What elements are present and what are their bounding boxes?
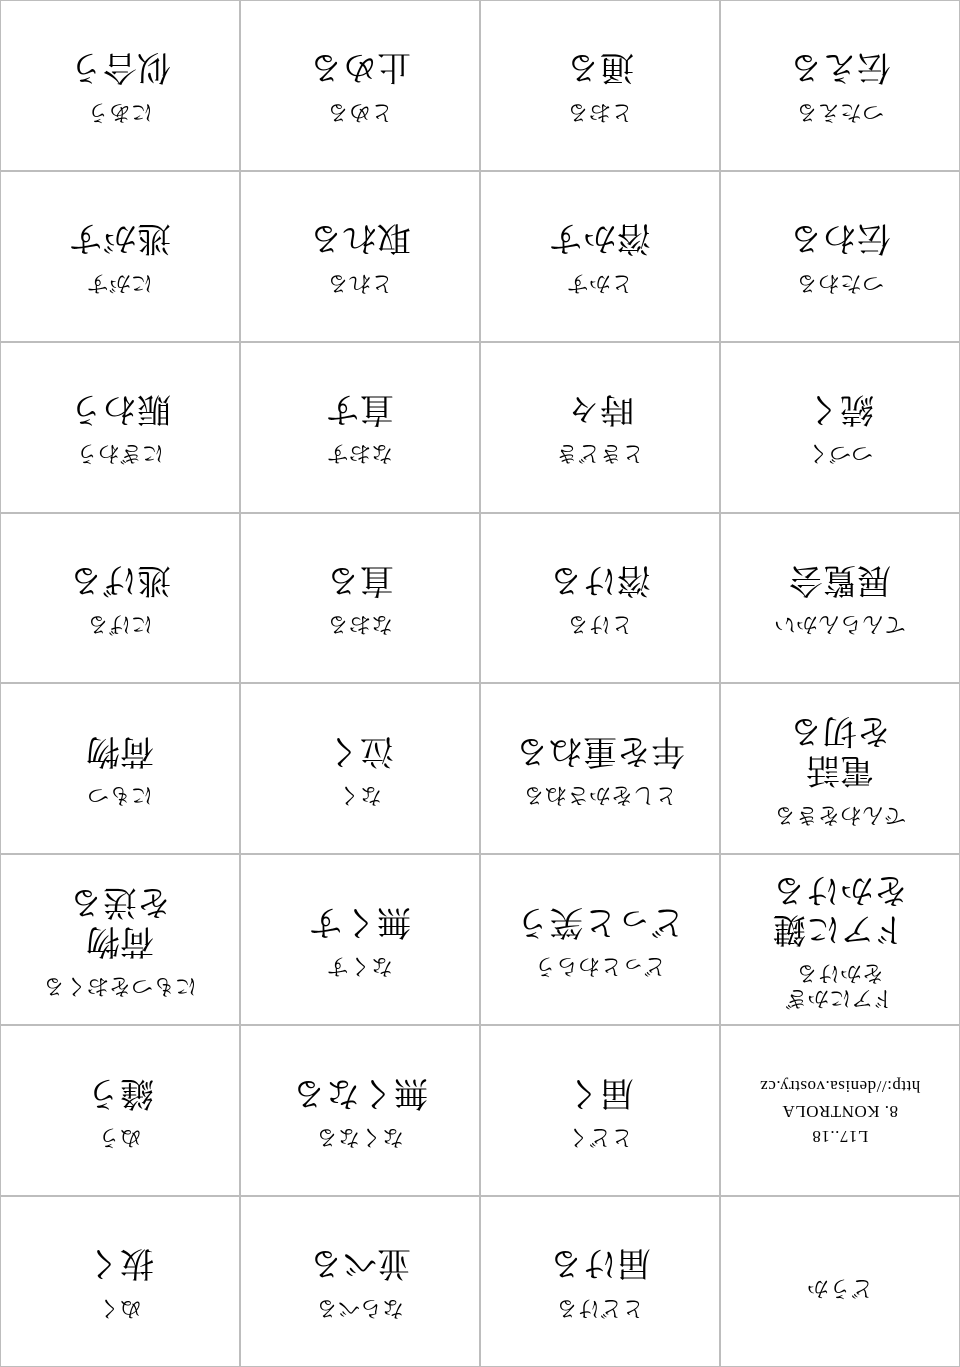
card-reading: にもつをおくる bbox=[43, 972, 198, 998]
card bbox=[720, 854, 960, 1025]
card bbox=[720, 1196, 960, 1367]
card bbox=[720, 171, 960, 342]
card-word: 泣く bbox=[326, 730, 394, 771]
card-reading: ドアにかぎ をかける bbox=[785, 959, 895, 1011]
card-word: 似合う bbox=[69, 47, 171, 88]
card bbox=[720, 342, 960, 513]
card bbox=[480, 1025, 720, 1196]
card bbox=[0, 342, 240, 513]
card bbox=[0, 171, 240, 342]
card-word: 続く bbox=[806, 389, 874, 430]
card-word: どっと笑う bbox=[515, 901, 685, 942]
card bbox=[240, 1025, 480, 1196]
card bbox=[480, 171, 720, 342]
card-word: 直す bbox=[326, 389, 394, 430]
card-reading: てんらんかい bbox=[774, 611, 907, 637]
card-reading: とめる bbox=[327, 98, 394, 124]
card-word: 並べる bbox=[309, 1243, 411, 1284]
card-word: 荷物 bbox=[86, 730, 154, 771]
card-reading: にがす bbox=[87, 269, 154, 295]
card-word: 無くなる bbox=[292, 1072, 428, 1113]
card-reading: ならべる bbox=[316, 1294, 405, 1320]
card bbox=[720, 684, 960, 855]
card-reading: とれる bbox=[327, 269, 394, 295]
card bbox=[0, 1196, 240, 1367]
card-word: 通る bbox=[566, 47, 634, 88]
card-reading: にげる bbox=[87, 611, 154, 637]
card bbox=[480, 0, 720, 171]
card-word: 抜く bbox=[86, 1243, 154, 1284]
card bbox=[240, 0, 480, 171]
card bbox=[240, 171, 480, 342]
card bbox=[480, 684, 720, 855]
card bbox=[480, 854, 720, 1025]
card bbox=[0, 0, 240, 171]
card-reading: とどく bbox=[567, 1123, 634, 1149]
card-reading: とおる bbox=[567, 98, 634, 124]
lesson-label: L17..18 bbox=[811, 1126, 869, 1146]
card bbox=[480, 342, 720, 513]
info-card bbox=[720, 1025, 960, 1196]
card bbox=[480, 1196, 720, 1367]
card-word: 逃げる bbox=[69, 559, 171, 600]
card-reading: つたわる bbox=[796, 269, 885, 295]
card-word: 止める bbox=[309, 47, 411, 88]
card-reading: ぬく bbox=[98, 1294, 143, 1320]
card-word: 取れる bbox=[309, 218, 411, 259]
card bbox=[240, 342, 480, 513]
card-word: 縫う bbox=[86, 1072, 154, 1113]
card-reading: なくす bbox=[327, 953, 394, 979]
card bbox=[0, 684, 240, 855]
card bbox=[0, 1025, 240, 1196]
card-reading: なく bbox=[338, 782, 383, 808]
card bbox=[720, 513, 960, 684]
card-word: 賑わう bbox=[69, 389, 171, 430]
card-reading: つづく bbox=[807, 440, 874, 466]
card-reading: としをかさねる bbox=[523, 782, 678, 808]
card bbox=[240, 513, 480, 684]
card-word: 直る bbox=[326, 559, 394, 600]
card-word: 届く bbox=[566, 1072, 634, 1113]
card-reading: ぬう bbox=[98, 1123, 143, 1149]
card-word: 展覧会 bbox=[789, 559, 891, 600]
card bbox=[0, 854, 240, 1025]
section-label: 8. KONTROLA bbox=[782, 1102, 898, 1122]
card bbox=[480, 513, 720, 684]
card bbox=[720, 0, 960, 171]
card bbox=[240, 854, 480, 1025]
card-word: 荷物 を送る bbox=[69, 882, 171, 962]
card-word: 時々 bbox=[566, 389, 634, 430]
card-word: 電話 を切る bbox=[789, 711, 891, 791]
card-word: 無くす bbox=[309, 901, 411, 942]
card-reading: にぎわう bbox=[76, 440, 165, 466]
card-reading: とかす bbox=[567, 269, 634, 295]
card-word: 伝える bbox=[789, 47, 891, 88]
card-word: 逃がす bbox=[69, 218, 171, 259]
card-reading: ときどき bbox=[556, 440, 645, 466]
card-reading: なおす bbox=[327, 440, 394, 466]
card-reading: つたえる bbox=[796, 98, 885, 124]
card-reading: にもつ bbox=[87, 782, 154, 808]
card-word: 溶かす bbox=[549, 218, 651, 259]
card-word: 伝わる bbox=[789, 218, 891, 259]
card-reading: でんわをきる bbox=[774, 801, 907, 827]
card-reading: とどける bbox=[556, 1294, 645, 1320]
website-url: http://denisa.vostry.cz bbox=[759, 1077, 921, 1097]
card bbox=[0, 513, 240, 684]
card-reading: とける bbox=[567, 611, 634, 637]
card bbox=[240, 1196, 480, 1367]
card-word: 届ける bbox=[549, 1243, 651, 1284]
card-word: ドアに鍵 をかける bbox=[772, 869, 908, 949]
card-reading: なおる bbox=[327, 611, 394, 637]
card-reading: にあう bbox=[87, 98, 154, 124]
card bbox=[240, 684, 480, 855]
card-word: 年を重ねる bbox=[515, 730, 685, 771]
card-reading: どうか bbox=[807, 1275, 874, 1301]
card-word: 溶ける bbox=[549, 559, 651, 600]
card-reading: どっとわらう bbox=[534, 953, 666, 979]
card-reading: なくなる bbox=[316, 1123, 405, 1149]
